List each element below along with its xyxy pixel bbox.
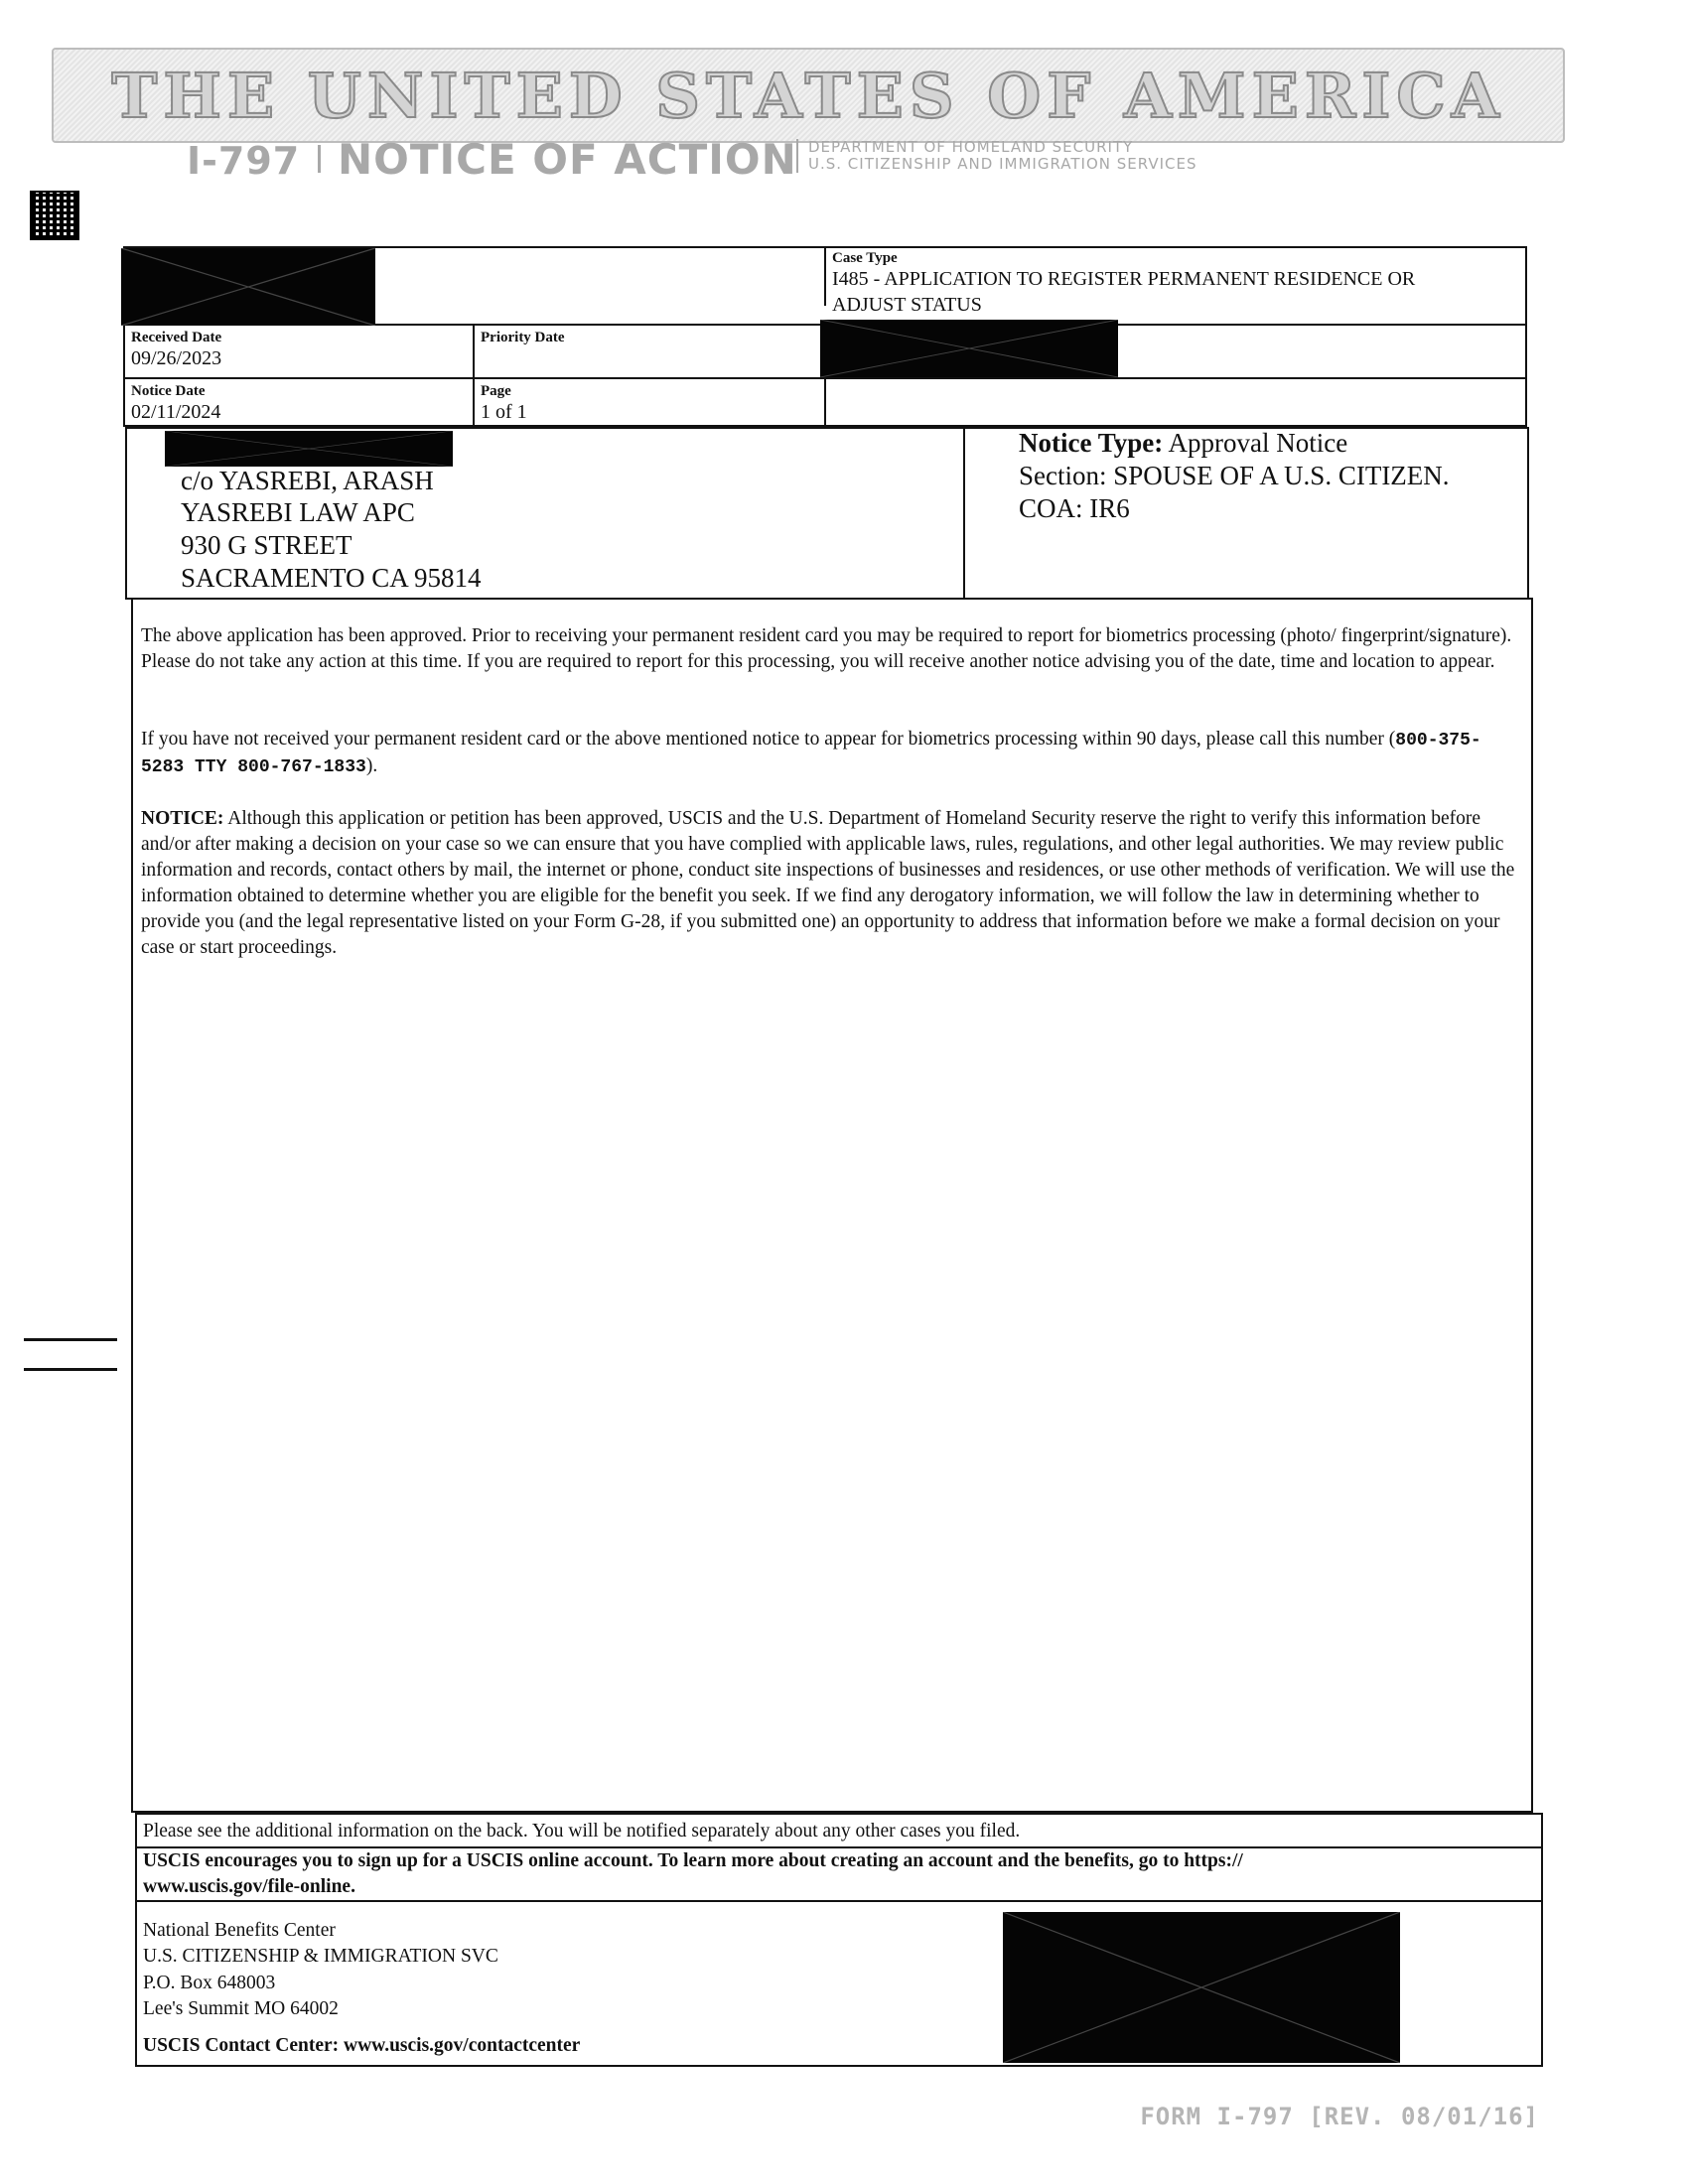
- additional-info-text: Please see the additional information on the back. You will be notified separately about any other cases you filed.: [143, 1821, 1021, 1842]
- table-divider: [824, 377, 826, 427]
- case-type-line-1: I485 - APPLICATION TO REGISTER PERMANENT RESIDENCE OR: [832, 268, 1416, 290]
- dept-line-2: U.S. CITIZENSHIP AND IMMIGRATION SERVICES: [808, 155, 1197, 173]
- table-divider: [824, 246, 826, 306]
- form-id: I-797: [187, 139, 301, 183]
- online-account-line-2: www.uscis.gov/file-online.: [143, 1876, 355, 1897]
- redacted-receipt-number: [121, 248, 375, 326]
- page-value: 1 of 1: [481, 401, 527, 423]
- header-separator: [318, 145, 321, 173]
- address-line-3: 930 G STREET: [181, 530, 352, 560]
- priority-date-label: Priority Date: [481, 330, 565, 345]
- body-paragraph-2: [141, 727, 1517, 780]
- page-label: Page: [481, 383, 511, 399]
- contact-center: USCIS Contact Center: www.uscis.gov/contactcenter: [143, 2035, 581, 2056]
- barcode-icon: [30, 191, 79, 240]
- notice-type: [1019, 427, 1347, 459]
- notice-type-label: Notice Type:: [1019, 428, 1164, 458]
- form-revision: FORM I-797 [REV. 08/01/16]: [1140, 2103, 1539, 2130]
- office-line-3: P.O. Box 648003: [143, 1973, 276, 1993]
- received-date-value: 09/26/2023: [131, 347, 222, 369]
- form-title: NOTICE OF ACTION: [338, 135, 797, 184]
- notice-date-label: Notice Date: [131, 383, 206, 399]
- header-banner: [52, 48, 1565, 143]
- case-type-line-2: ADJUST STATUS: [832, 294, 982, 316]
- online-account-line-1: USCIS encourages you to sign up for a USCIS online account. To learn more about creating an account and the benefits, go to https://: [143, 1850, 1243, 1871]
- office-line-2: U.S. CITIZENSHIP & IMMIGRATION SVC: [143, 1946, 498, 1967]
- body-paragraph-2-end: ).: [365, 755, 378, 776]
- body-paragraph-3: [141, 806, 1523, 961]
- margin-mark: [24, 1368, 117, 1371]
- notice-label: NOTICE:: [141, 808, 224, 829]
- case-type-label: Case Type: [832, 250, 898, 266]
- redacted-beneficiary: [820, 320, 1118, 377]
- notice-coa: COA: IR6: [1019, 493, 1130, 523]
- address-line-2: YASREBI LAW APC: [181, 497, 415, 527]
- notice-text: Although this application or petition has been approved, USCIS and the U.S. Department of Homeland Security reserve the right to verify this information before and/or after making a decision on your case so we can ensure that you have complied with applicable laws, rules, regulations, and other legal authorities. We may review public information and records, contact others by mail, the internet or phone, conduct site inspections of businesses and residences, or use other methods of verification. We will use the information obtained to determine whether you are eligible for the benefit you seek. If we find any derogatory information, we will follow the law in determining whether to provide you (and the legal representative listed on your Form G-28, if you submitted one) an opportunity to address that information before we make a formal decision on your case or start proceedings.: [141, 808, 1515, 958]
- address-line-1: c/o YASREBI, ARASH: [181, 466, 434, 495]
- address-divider: [963, 427, 965, 600]
- banner-text: THE UNITED STATES OF AMERICA: [111, 59, 1505, 132]
- office-line-4: Lee's Summit MO 64002: [143, 1998, 339, 2019]
- phone-number: 800-375-5283 TTY 800-767-1833: [141, 731, 1481, 777]
- redacted-applicant-name: [165, 431, 453, 467]
- margin-mark: [24, 1338, 117, 1341]
- redacted-barcode: [1003, 1912, 1400, 2063]
- notice-date-value: 02/11/2024: [131, 401, 221, 423]
- body-paragraph-2-text: If you have not received your permanent resident card or the above mentioned notice to appear for biometrics processing within 90 days, please call this number (: [141, 729, 1396, 750]
- office-line-1: National Benefits Center: [143, 1920, 336, 1941]
- notice-section: Section: SPOUSE OF A U.S. CITIZEN.: [1019, 461, 1450, 490]
- notice-type-value: Approval Notice: [1168, 428, 1348, 458]
- dept-line-1: DEPARTMENT OF HOMELAND SECURITY: [808, 138, 1134, 156]
- table-divider: [473, 324, 475, 427]
- body-paragraph-1: The above application has been approved. Prior to receiving your permanent resident card you may be required to report for biometrics processing (photo/ fingerprint/signature). Please do not take any action at this time. If you are required to report for this processing, you will receive another notice advising you of the date, time and location to appear.: [141, 625, 1512, 672]
- department-block: [796, 139, 1197, 173]
- address-line-4: SACRAMENTO CA 95814: [181, 563, 482, 593]
- received-date-label: Received Date: [131, 330, 222, 345]
